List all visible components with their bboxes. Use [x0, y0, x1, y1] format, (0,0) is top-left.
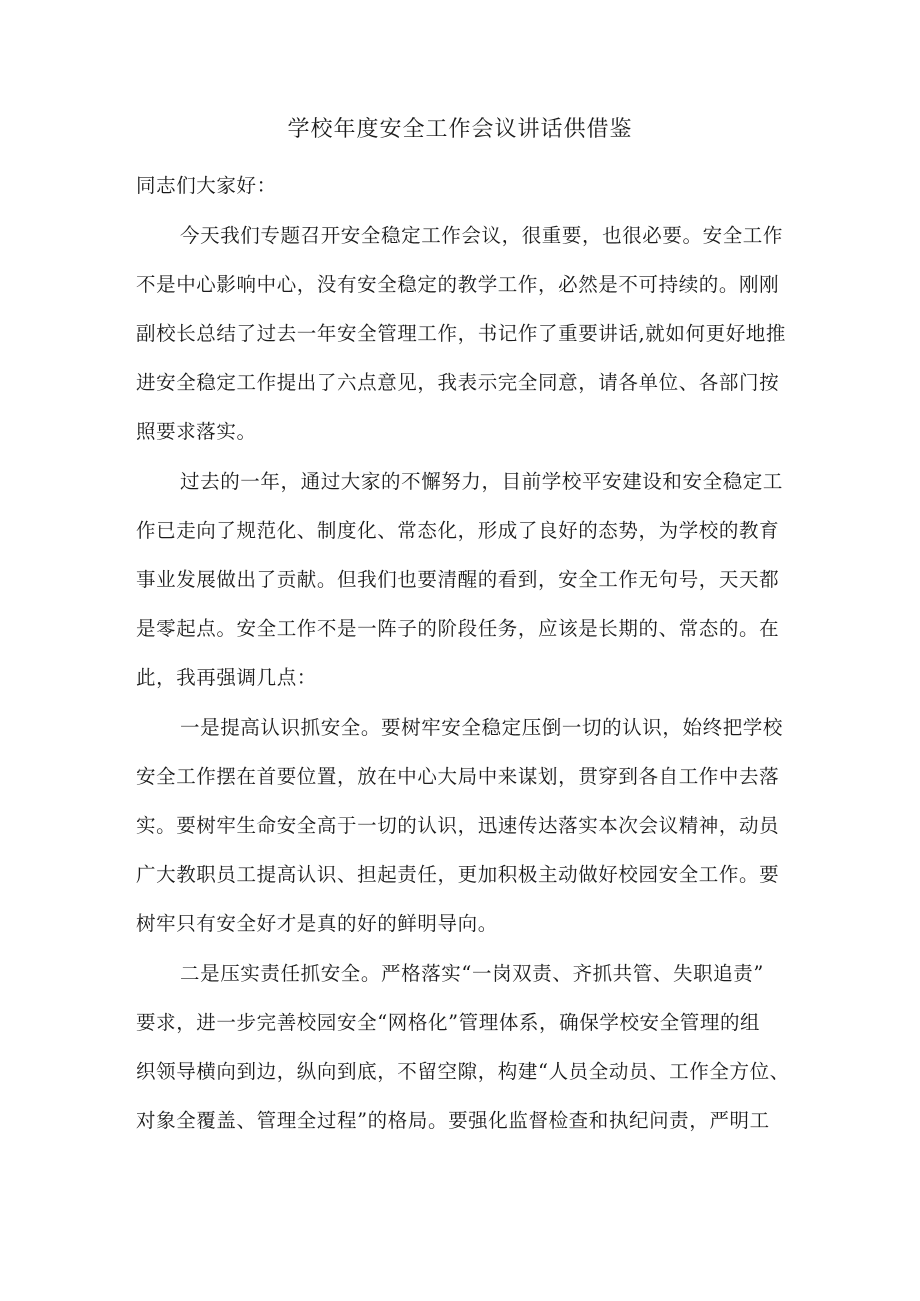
paragraph-line: 树牢只有安全好才是真的好的鲜明导向。 [136, 912, 498, 935]
paragraph-line: 不是中心影响中心，没有安全稳定的教学工作，必然是不可持续的。刚刚 [136, 273, 780, 296]
paragraph-line: 是零起点。安全工作不是一阵子的阶段任务，应该是长期的、常态的。在 [136, 617, 780, 640]
paragraph-line: 二是压实责任抓安全。严格落实“一岗双责、齐抓共管、失职追责” [180, 962, 764, 985]
paragraph-line: 安全工作摆在首要位置，放在中心大局中来谋划，贯穿到各自工作中去落 [136, 765, 780, 788]
paragraph-line: 副校长总结了过去一年安全管理工作，书记作了重要讲话,就如何更好地推 [136, 322, 786, 345]
paragraph-line: 照要求落实。 [136, 420, 257, 443]
paragraph-line: 一是提高认识抓安全。要树牢安全稳定压倒一切的认识，始终把学校 [180, 716, 784, 739]
paragraph-line: 广大教职员工提高认识、担起责任，更加积极主动做好校园安全工作。要 [136, 863, 780, 886]
paragraph-line: 织领导横向到边，纵向到底，不留空隙，构建“人员全动员、工作全方位、 [136, 1060, 790, 1083]
salutation: 同志们大家好： [136, 174, 277, 197]
paragraph-line: 此，我再强调几点： [136, 666, 317, 689]
paragraph-line: 今天我们专题召开安全稳定工作会议，很重要，也很必要。安全工作 [180, 224, 784, 247]
paragraph-line: 对象全覆盖、管理全过程”的格局。要强化监督检查和执纪问责，严明工 [136, 1109, 770, 1132]
paragraph-line: 实。要树牢生命安全高于一切的认识，迅速传达落实本次会议精神，动员 [136, 814, 780, 837]
document-title: 学校年度安全工作会议讲话供借鉴 [287, 117, 633, 142]
paragraph-line: 过去的一年，通过大家的不懈努力，目前学校平安建设和安全稳定工 [180, 470, 784, 493]
paragraph-line: 事业发展做出了贡献。但我们也要清醒的看到，安全工作无句号，天天都 [136, 568, 780, 591]
paragraph-line: 作已走向了规范化、制度化、常态化，形成了良好的态势，为学校的教育 [136, 519, 780, 542]
paragraph-line: 要求，进一步完善校园安全“网格化”管理体系，确保学校安全管理的组 [136, 1011, 761, 1034]
paragraph-line: 进安全稳定工作提出了六点意见，我表示完全同意，请各单位、各部门按 [136, 371, 780, 394]
